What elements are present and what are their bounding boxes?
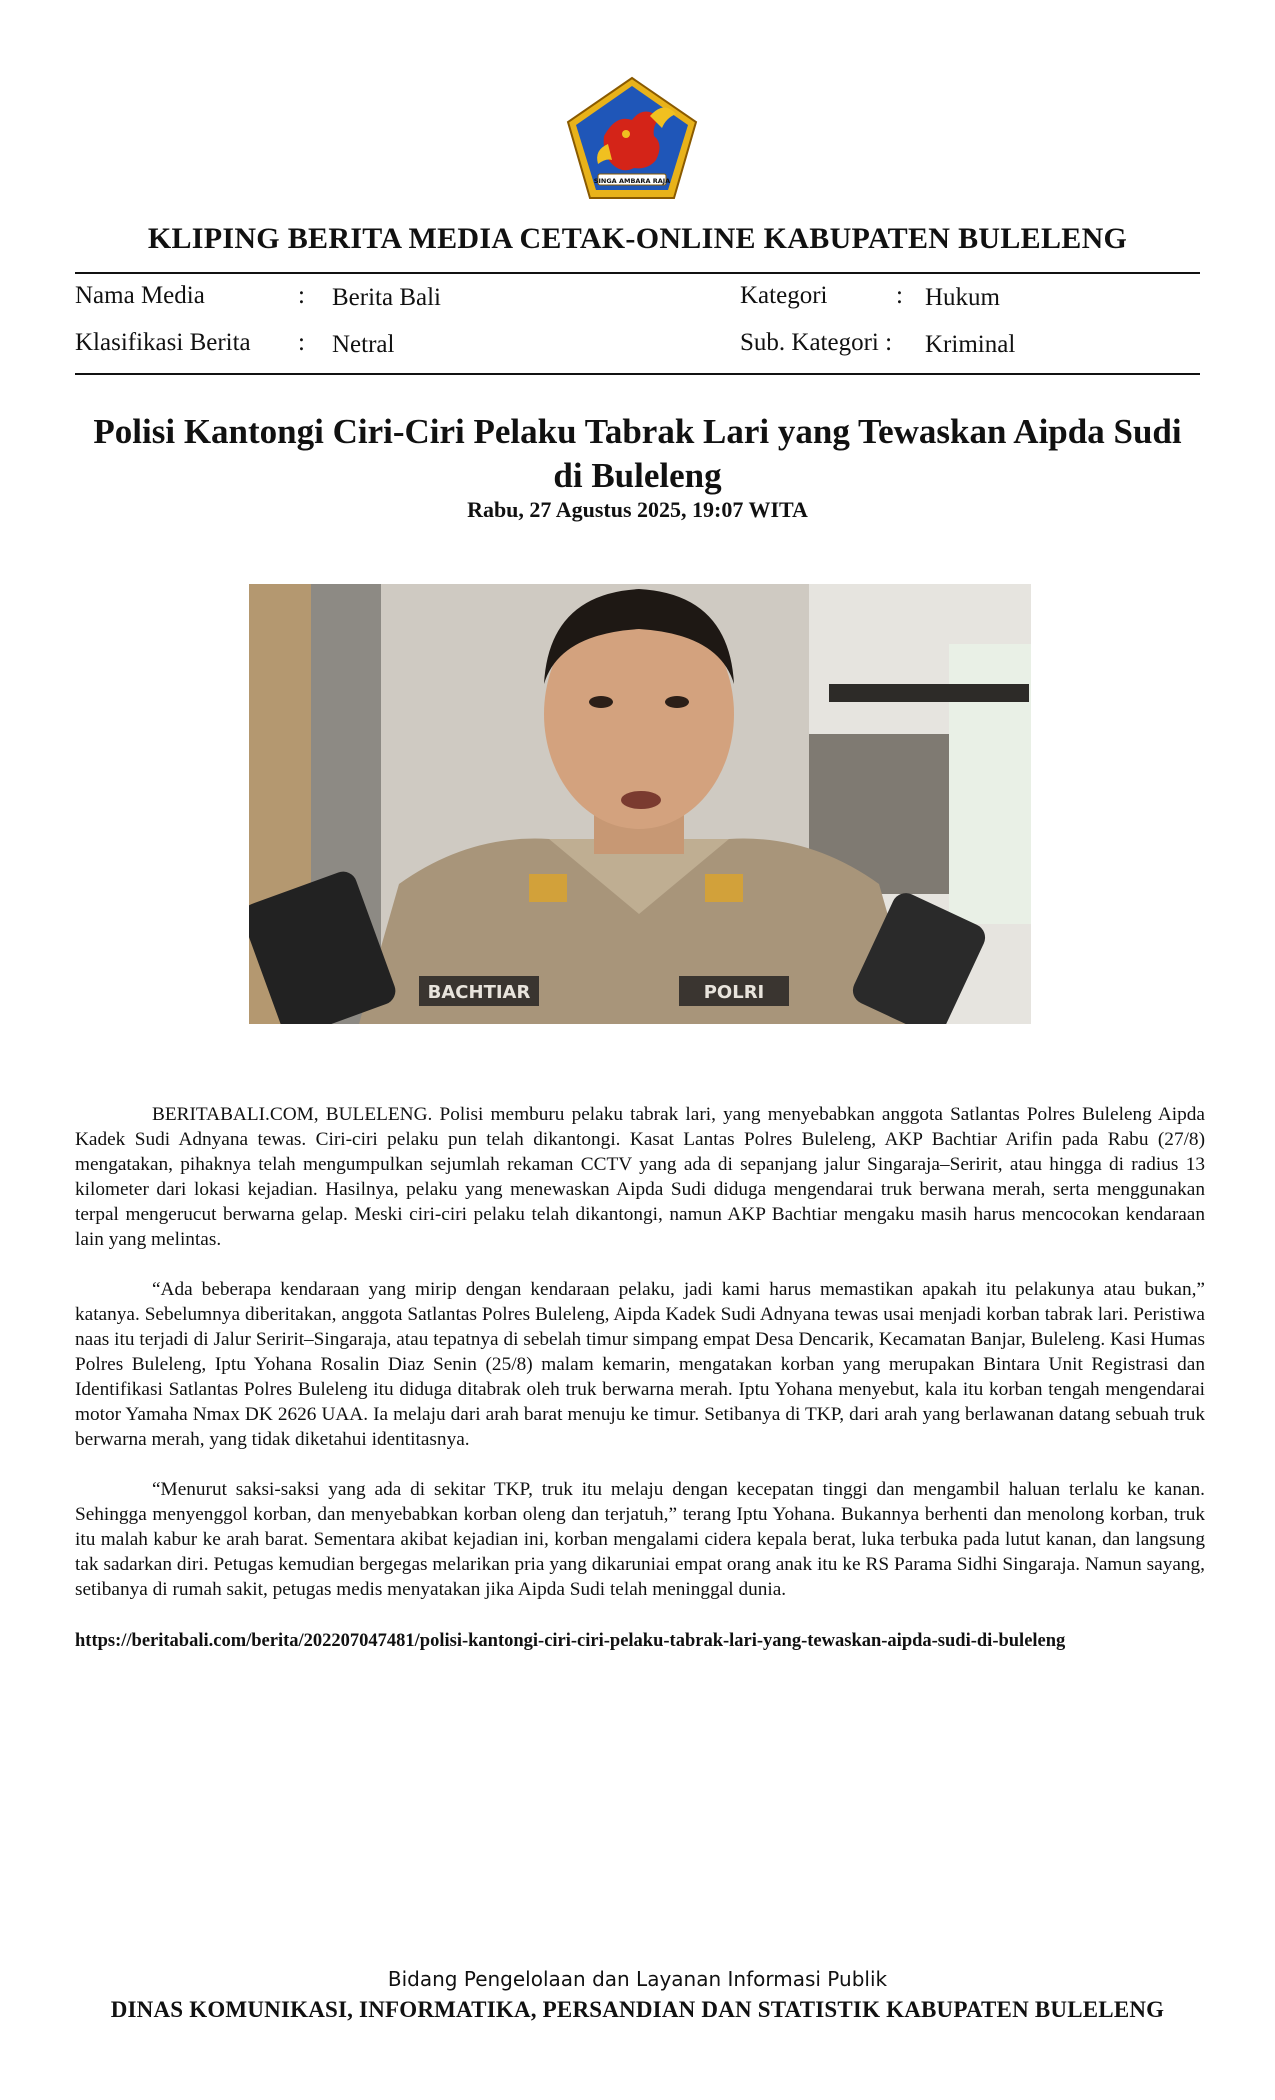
article-paragraph-2: “Ada beberapa kendaraan yang mirip dengan kendaraan pelaku, jadi kami harus memastikan apakah itu pelakunya atau bukan,” katanya. Sebelumnya diberitakan, anggota Satlantas Polres Buleleng, Aipda Kadek Sudi Adnyana tewas usai menjadi korban tabrak lari. Peristiwa naas itu terjadi di Jalur Seririt–Singaraja, atau tepatnya di sebelah timur simpang empat Desa Dencarik, Kecamatan Banjar, Buleleng. Kasi Humas Polres Buleleng, Iptu Yohana Rosalin Diaz Senin (25/8) malam kemarin, mengatakan korban yang merupakan Bintara Unit Registrasi dan Identifikasi Satlantas Polres Buleleng itu diduga ditabrak oleh truk berwarna merah. Iptu Yohana menyebut, kala itu korban tengah mengendarai motor Yamaha Nmax DK 2626 UAA. Ia melaju dari arah barat menuju ke timur. Setibanya di TKP, dari arah yang berlawanan datang sebuah truk berwarna merah, yang tidak diketahui identitasnya. (75, 1279, 1205, 1450)
nama-media-colon: : (298, 282, 305, 309)
kategori-value: Hukum (925, 284, 1000, 311)
photo-name-tag: BACHTIAR (427, 982, 531, 1003)
emblem-motto: SINGA AMBARA RAJA (593, 177, 671, 185)
article-headline: Polisi Kantongi Ciri-Ciri Pelaku Tabrak Lari yang Tewaskan Aipda Sudi di Buleleng (93, 412, 1182, 495)
bottom-divider (75, 373, 1200, 375)
footer-department: Bidang Pengelolaan dan Layanan Informasi Publik (387, 1967, 888, 1991)
sub-kategori-value: Kriminal (925, 331, 1016, 358)
police-officer-photo (249, 584, 1031, 1024)
shield-emblem-icon (564, 74, 700, 202)
article-body (75, 1102, 1205, 1627)
klasifikasi-colon: : (298, 329, 305, 356)
top-divider (75, 272, 1200, 274)
article-dateline: Rabu, 27 Agustus 2025, 19:07 WITA (467, 497, 808, 522)
nama-media-label: Nama Media (75, 282, 205, 309)
nama-media-value: Berita Bali (332, 284, 441, 311)
klasifikasi-value: Netral (332, 331, 395, 358)
article-paragraph-1: BERITABALI.COM, BULELENG. Polisi memburu pelaku tabrak lari, yang menyebabkan anggota Satlantas Polres Buleleng Aipda Kadek Sudi Adnyana tewas. Ciri-ciri pelaku pun telah dikantongi. Kasat Lantas Polres Buleleng, AKP Bachtiar Arifin pada Rabu (27/8) mengatakan, pihaknya telah mengumpulkan sejumlah rekaman CCTV yang ada di sepanjang jalur Singaraja–Seririt, atau hingga di radius 13 kilometer dari lokasi kejadian. Hasilnya, pelaku yang menewaskan Aipda Sudi diduga mengendarai truk berwana merah, serta menggunakan terpal mengerucut berwarna gelap. Meski ciri-ciri pelaku telah dikantongi, namun AKP Bachtiar mengaku masih harus mencocokan kendaraan lain yang melintas. (75, 1104, 1205, 1250)
kategori-label: Kategori (740, 282, 828, 309)
kliping-title: KLIPING BERITA MEDIA CETAK-ONLINE KABUPATEN BULELENG (147, 222, 1128, 255)
klasifikasi-label: Klasifikasi Berita (75, 329, 251, 356)
footer-agency: DINAS KOMUNIKASI, INFORMATIKA, PERSANDIAN DAN STATISTIK KABUPATEN BULELENG (110, 1997, 1165, 2022)
article-source-link[interactable]: https://beritabali.com/berita/202207047481/polisi-kantongi-ciri-ciri-pelaku-tabrak-lari-yang-tewaskan-aipda-sudi-di-buleleng (75, 1631, 1066, 1651)
kategori-colon: : (896, 282, 903, 309)
buleleng-emblem (564, 74, 700, 202)
article-photo (249, 584, 1031, 1024)
article-paragraph-3: “Menurut saksi-saksi yang ada di sekitar TKP, truk itu melaju dengan kecepatan tinggi dan mengambil haluan terlalu ke kanan. Sehingga menyenggol korban, dan menyebabkan korban oleng dan terjatuh,” terang Iptu Yohana. Bukannya berhenti dan menolong korban, truk itu malah kabur ke arah barat. Sementara akibat kejadian ini, korban mengalami cidera kepala berat, luka terbuka pada lutut kanan, dan langsung tak sadarkan diri. Petugas kemudian bergegas melarikan pria yang dikaruniai empat orang anak itu ke RS Parama Sidhi Singaraja. Namun sayang, setibanya di rumah sakit, petugas medis menyatakan jika Aipda Sudi telah meninggal dunia. (75, 1479, 1205, 1600)
photo-polri-badge: POLRI (703, 982, 765, 1003)
sub-kategori-label: Sub. Kategori : (740, 329, 893, 356)
